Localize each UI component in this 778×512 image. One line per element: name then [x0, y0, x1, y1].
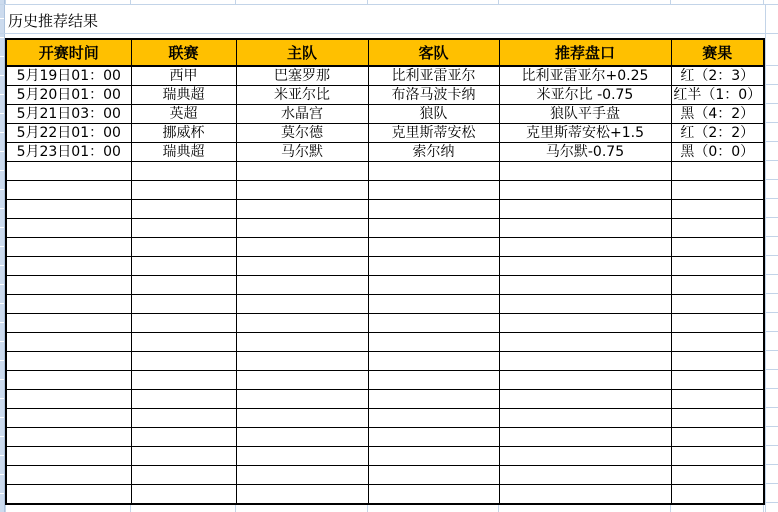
empty-cell[interactable] [6, 238, 131, 257]
header-away-team[interactable]: 客队 [368, 39, 499, 66]
empty-cell[interactable] [131, 466, 236, 485]
empty-cell[interactable] [671, 276, 764, 295]
empty-cell[interactable] [499, 276, 671, 295]
cell-home[interactable]: 莫尔德 [236, 124, 368, 143]
empty-cell[interactable] [6, 314, 131, 333]
empty-cell[interactable] [671, 352, 764, 371]
empty-cell[interactable] [499, 333, 671, 352]
gridline [763, 0, 764, 4]
cell-league[interactable]: 瑞典超 [131, 143, 236, 162]
empty-cell[interactable] [236, 390, 368, 409]
empty-cell[interactable] [499, 352, 671, 371]
empty-cell[interactable] [499, 485, 671, 505]
empty-cell[interactable] [6, 447, 131, 466]
gridline [0, 33, 778, 34]
empty-cell[interactable] [131, 352, 236, 371]
empty-table-row [6, 333, 764, 352]
empty-cell[interactable] [131, 390, 236, 409]
cell-handicap[interactable]: 克里斯蒂安松+1.5 [499, 124, 671, 143]
gridline [765, 369, 778, 370]
empty-table-row [6, 200, 764, 219]
gridline [765, 464, 778, 465]
empty-cell[interactable] [671, 409, 764, 428]
empty-cell[interactable] [6, 371, 131, 390]
empty-cell[interactable] [131, 257, 236, 276]
gridline [765, 84, 778, 85]
empty-cell[interactable] [499, 466, 671, 485]
gridline [765, 274, 778, 275]
gridline [765, 483, 778, 484]
empty-cell[interactable] [131, 238, 236, 257]
gridline [367, 0, 368, 4]
empty-cell[interactable] [499, 162, 671, 181]
empty-cell[interactable] [368, 352, 499, 371]
cell-result[interactable]: 黑（0：0） [671, 143, 764, 162]
cell-result[interactable]: 黑（4：2） [671, 105, 764, 124]
gridline [765, 160, 778, 161]
cell-league[interactable]: 英超 [131, 105, 236, 124]
empty-cell[interactable] [368, 181, 499, 200]
empty-cell[interactable] [368, 428, 499, 447]
empty-cell[interactable] [236, 447, 368, 466]
empty-cell[interactable] [131, 295, 236, 314]
empty-cell[interactable] [368, 466, 499, 485]
cell-league[interactable]: 瑞典超 [131, 86, 236, 105]
empty-table-row [6, 257, 764, 276]
empty-cell[interactable] [671, 371, 764, 390]
cell-home[interactable]: 米亚尔比 [236, 86, 368, 105]
cell-league[interactable]: 挪威杯 [131, 124, 236, 143]
cell-away[interactable]: 克里斯蒂安松 [368, 124, 499, 143]
empty-cell[interactable] [131, 485, 236, 505]
empty-cell[interactable] [131, 371, 236, 390]
empty-cell[interactable] [6, 485, 131, 505]
empty-cell[interactable] [6, 200, 131, 219]
empty-cell[interactable] [236, 162, 368, 181]
empty-cell[interactable] [499, 428, 671, 447]
cell-handicap[interactable]: 马尔默-0.75 [499, 143, 671, 162]
gridline [765, 217, 778, 218]
gridline [765, 502, 778, 503]
empty-cell[interactable] [236, 409, 368, 428]
empty-cell[interactable] [236, 333, 368, 352]
gridline [765, 293, 778, 294]
empty-cell[interactable] [6, 409, 131, 428]
empty-table-row [6, 162, 764, 181]
empty-cell[interactable] [499, 314, 671, 333]
results-tbody [6, 66, 764, 504]
empty-table-row [6, 295, 764, 314]
empty-cell[interactable] [131, 162, 236, 181]
empty-table-row [6, 447, 764, 466]
gridline [765, 331, 778, 332]
empty-cell[interactable] [236, 219, 368, 238]
empty-table-row [6, 466, 764, 485]
empty-cell[interactable] [499, 409, 671, 428]
empty-cell[interactable] [368, 314, 499, 333]
gridline [235, 0, 236, 4]
gridline [765, 236, 778, 237]
gridline [5, 0, 6, 4]
header-home-team[interactable]: 主队 [236, 39, 368, 66]
cell-result[interactable]: 红半（1：0） [671, 86, 764, 105]
empty-table-row [6, 219, 764, 238]
empty-cell[interactable] [499, 390, 671, 409]
empty-cell[interactable] [368, 371, 499, 390]
gridline [765, 312, 778, 313]
empty-cell[interactable] [368, 238, 499, 257]
empty-cell[interactable] [236, 466, 368, 485]
empty-cell[interactable] [236, 181, 368, 200]
empty-cell[interactable] [6, 390, 131, 409]
gridline [498, 0, 499, 4]
empty-cell[interactable] [499, 257, 671, 276]
empty-cell[interactable] [499, 238, 671, 257]
gridline [130, 0, 131, 4]
empty-cell[interactable] [368, 295, 499, 314]
empty-table-row [6, 238, 764, 257]
page-title[interactable]: 历史推荐结果 [8, 12, 99, 30]
empty-cell[interactable] [671, 390, 764, 409]
cell-home[interactable]: 巴塞罗那 [236, 66, 368, 86]
empty-cell[interactable] [499, 219, 671, 238]
cell-home[interactable]: 马尔默 [236, 143, 368, 162]
empty-cell[interactable] [368, 257, 499, 276]
empty-cell[interactable] [236, 238, 368, 257]
empty-table-row [6, 276, 764, 295]
cell-away[interactable]: 布洛马波卡纳 [368, 86, 499, 105]
empty-cell[interactable] [671, 314, 764, 333]
empty-cell[interactable] [6, 276, 131, 295]
empty-cell[interactable] [671, 238, 764, 257]
gridline [765, 103, 778, 104]
empty-cell[interactable] [236, 371, 368, 390]
empty-cell[interactable] [671, 257, 764, 276]
cell-away[interactable]: 狼队 [368, 105, 499, 124]
empty-cell[interactable] [131, 314, 236, 333]
cell-home[interactable]: 水晶宫 [236, 105, 368, 124]
empty-table-row [6, 428, 764, 447]
gridline [765, 141, 778, 142]
cell-time[interactable]: 5月21日03：00 [6, 105, 131, 124]
empty-cell[interactable] [236, 257, 368, 276]
header-handicap[interactable]: 推荐盘口 [499, 39, 671, 66]
right-cells-strip [765, 38, 778, 512]
empty-cell[interactable] [499, 181, 671, 200]
empty-cell[interactable] [499, 200, 671, 219]
empty-cell[interactable] [131, 333, 236, 352]
empty-cell[interactable] [6, 428, 131, 447]
empty-table-row [6, 314, 764, 333]
empty-cell[interactable] [671, 181, 764, 200]
empty-cell[interactable] [671, 295, 764, 314]
empty-cell[interactable] [368, 200, 499, 219]
cell-result[interactable]: 红（2：3） [671, 66, 764, 86]
empty-cell[interactable] [131, 276, 236, 295]
gridline [0, 4, 778, 5]
empty-cell[interactable] [368, 333, 499, 352]
empty-cell[interactable] [131, 200, 236, 219]
empty-cell[interactable] [131, 181, 236, 200]
empty-cell[interactable] [236, 295, 368, 314]
empty-cell[interactable] [6, 257, 131, 276]
cell-league[interactable]: 西甲 [131, 66, 236, 86]
cell-time[interactable]: 5月20日01：00 [6, 86, 131, 105]
gridline [765, 198, 778, 199]
gridline [765, 388, 778, 389]
table-row [6, 66, 764, 86]
gridline [765, 350, 778, 351]
empty-cell[interactable] [368, 390, 499, 409]
cell-time[interactable]: 5月19日01：00 [6, 66, 131, 86]
empty-cell[interactable] [236, 352, 368, 371]
empty-cell[interactable] [499, 371, 671, 390]
empty-cell[interactable] [368, 162, 499, 181]
cell-handicap[interactable]: 狼队平手盘 [499, 105, 671, 124]
cell-away[interactable]: 索尔纳 [368, 143, 499, 162]
gridline [765, 255, 778, 256]
empty-table-row [6, 390, 764, 409]
cell-result[interactable]: 红（2：2） [671, 124, 764, 143]
gridline [765, 122, 778, 123]
table-row [6, 124, 764, 143]
empty-cell[interactable] [236, 314, 368, 333]
empty-cell[interactable] [131, 428, 236, 447]
empty-cell[interactable] [131, 219, 236, 238]
empty-cell[interactable] [236, 428, 368, 447]
cell-handicap[interactable]: 米亚尔比 -0.75 [499, 86, 671, 105]
gridline [670, 0, 671, 4]
header-kickoff-time[interactable]: 开赛时间 [6, 39, 131, 66]
empty-cell[interactable] [131, 409, 236, 428]
empty-cell[interactable] [236, 200, 368, 219]
empty-cell[interactable] [131, 447, 236, 466]
empty-table-row [6, 181, 764, 200]
empty-cell[interactable] [368, 447, 499, 466]
results-table [5, 38, 765, 505]
table-row [6, 105, 764, 124]
header-row [6, 39, 764, 66]
empty-table-row [6, 409, 764, 428]
empty-cell[interactable] [6, 219, 131, 238]
empty-cell[interactable] [671, 219, 764, 238]
empty-table-row [6, 485, 764, 505]
gridline [765, 407, 778, 408]
empty-cell[interactable] [499, 295, 671, 314]
empty-cell[interactable] [368, 409, 499, 428]
empty-cell[interactable] [368, 276, 499, 295]
empty-cell[interactable] [368, 485, 499, 505]
empty-cell[interactable] [671, 466, 764, 485]
empty-cell[interactable] [6, 295, 131, 314]
empty-cell[interactable] [368, 219, 499, 238]
empty-cell[interactable] [671, 428, 764, 447]
cell-time[interactable]: 5月23日01：00 [6, 143, 131, 162]
cell-away[interactable]: 比利亚雷亚尔 [368, 66, 499, 86]
table-row [6, 143, 764, 162]
gridline [765, 65, 778, 66]
empty-cell[interactable] [6, 333, 131, 352]
empty-cell[interactable] [6, 162, 131, 181]
empty-cell[interactable] [6, 466, 131, 485]
empty-cell[interactable] [6, 352, 131, 371]
empty-cell[interactable] [671, 200, 764, 219]
empty-cell[interactable] [671, 162, 764, 181]
gridline [765, 179, 778, 180]
empty-cell[interactable] [236, 276, 368, 295]
gridline [765, 426, 778, 427]
header-result[interactable]: 赛果 [671, 39, 764, 66]
empty-cell[interactable] [671, 485, 764, 505]
empty-cell[interactable] [236, 485, 368, 505]
header-league[interactable]: 联赛 [131, 39, 236, 66]
empty-cell[interactable] [671, 333, 764, 352]
empty-table-row [6, 352, 764, 371]
cell-time[interactable]: 5月22日01：00 [6, 124, 131, 143]
empty-cell[interactable] [6, 181, 131, 200]
empty-table-row [6, 371, 764, 390]
empty-cell[interactable] [499, 447, 671, 466]
empty-cell[interactable] [671, 447, 764, 466]
cell-handicap[interactable]: 比利亚雷亚尔+0.25 [499, 66, 671, 86]
gridline [765, 445, 778, 446]
table-row [6, 86, 764, 105]
